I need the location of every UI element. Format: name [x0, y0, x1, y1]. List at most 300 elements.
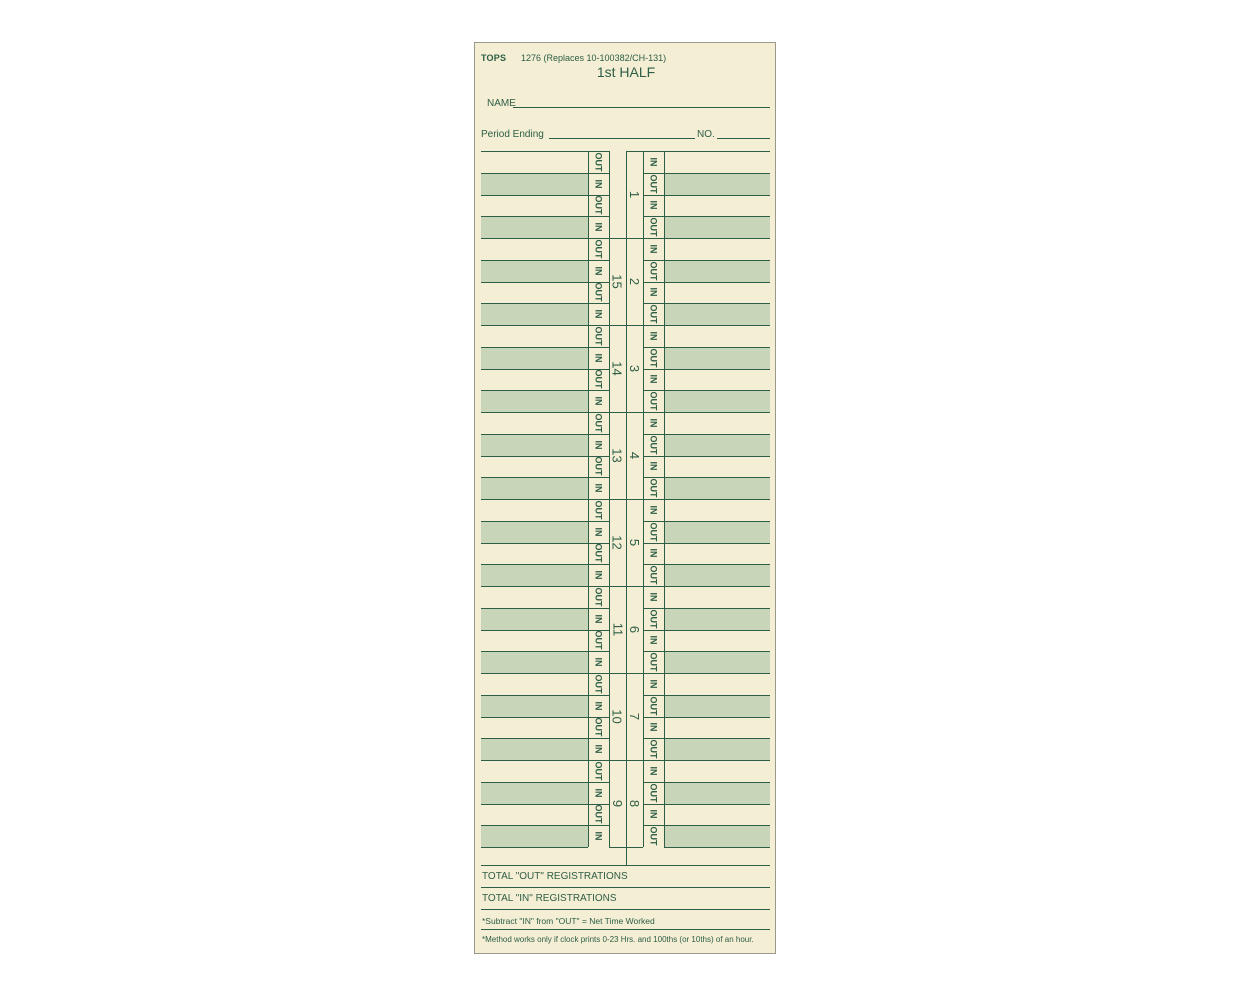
slot-divider — [588, 173, 609, 174]
total-in-label: TOTAL "IN" REGISTRATIONS — [482, 893, 617, 904]
name-label: NAME — [487, 98, 516, 109]
row-divider — [481, 543, 588, 544]
row-divider — [664, 260, 770, 261]
slot-divider — [643, 173, 664, 174]
row-divider — [664, 369, 770, 370]
day-label-7: 7 — [626, 712, 642, 721]
slot-divider — [588, 238, 609, 239]
slot-divider — [643, 760, 664, 761]
left-slot-label: OUT — [593, 543, 604, 563]
right-slot-label: IN — [648, 374, 659, 384]
row-divider — [664, 738, 770, 739]
row-divider — [481, 173, 588, 174]
slot-divider — [588, 347, 609, 348]
slot-divider — [643, 325, 664, 326]
slot-divider — [643, 499, 664, 500]
right-slot-label: OUT — [648, 174, 659, 194]
day-label-2: 2 — [626, 277, 642, 286]
slot-divider — [588, 456, 609, 457]
row-divider — [481, 195, 588, 196]
left-punch-row[interactable] — [481, 347, 588, 369]
left-slot-label: IN — [593, 483, 604, 493]
right-punch-row[interactable] — [664, 456, 770, 478]
left-slot-label: OUT — [593, 369, 604, 389]
day-label-3: 3 — [626, 364, 642, 373]
left-slot-label: OUT — [593, 456, 604, 476]
left-punch-row[interactable] — [481, 369, 588, 391]
slot-divider — [588, 738, 609, 739]
left-slot-label: OUT — [593, 326, 604, 346]
slot-divider — [643, 151, 664, 152]
row-divider — [481, 434, 588, 435]
right-punch-row[interactable] — [664, 325, 770, 347]
left-punch-row[interactable] — [481, 412, 588, 434]
slot-divider — [588, 717, 609, 718]
left-slot-label: OUT — [593, 717, 604, 737]
footer-divider — [481, 887, 770, 888]
day-label-1: 1 — [626, 190, 642, 199]
slot-divider — [643, 717, 664, 718]
day-divider — [609, 760, 626, 761]
left-punch-row[interactable] — [481, 630, 588, 652]
slot-divider — [588, 434, 609, 435]
slot-divider — [588, 282, 609, 283]
left-punch-row[interactable] — [481, 651, 588, 673]
row-divider — [664, 151, 770, 152]
slot-divider — [643, 303, 664, 304]
footer-divider — [481, 929, 770, 930]
right-punch-row[interactable] — [664, 521, 770, 543]
left-punch-row[interactable] — [481, 521, 588, 543]
slot-divider — [588, 303, 609, 304]
left-punch-row[interactable] — [481, 695, 588, 717]
footer-divider — [481, 909, 770, 910]
row-divider — [481, 521, 588, 522]
day-label-13: 13 — [610, 448, 625, 463]
row-divider — [664, 804, 770, 805]
left-punch-row[interactable] — [481, 804, 588, 826]
left-punch-row[interactable] — [481, 282, 588, 304]
row-divider — [481, 303, 588, 304]
period-ending-field[interactable] — [549, 138, 695, 139]
right-slot-label: OUT — [648, 826, 659, 846]
slot-divider — [643, 564, 664, 565]
row-divider — [481, 238, 588, 239]
row-divider — [481, 347, 588, 348]
day-divider — [626, 586, 643, 587]
day-divider — [626, 238, 643, 239]
left-punch-row[interactable] — [481, 608, 588, 630]
right-punch-row[interactable] — [664, 760, 770, 782]
row-divider — [664, 630, 770, 631]
brand-logo: TOPS — [481, 53, 507, 63]
right-punch-row[interactable] — [664, 825, 770, 847]
left-punch-row[interactable] — [481, 434, 588, 456]
right-punch-row[interactable] — [664, 717, 770, 739]
right-punch-row[interactable] — [664, 630, 770, 652]
right-slot-label: OUT — [648, 348, 659, 368]
row-divider — [664, 282, 770, 283]
right-slot-label: IN — [648, 287, 659, 297]
row-divider — [664, 216, 770, 217]
right-slot-label: IN — [648, 722, 659, 732]
right-punch-row[interactable] — [664, 804, 770, 826]
right-slot-label: IN — [648, 679, 659, 689]
row-divider — [664, 673, 770, 674]
row-divider — [664, 303, 770, 304]
column-divider — [626, 847, 627, 865]
day-label-14: 14 — [610, 361, 625, 376]
slot-divider — [588, 586, 609, 587]
right-slot-label: OUT — [648, 391, 659, 411]
day-divider — [609, 673, 626, 674]
slot-divider — [643, 673, 664, 674]
right-punch-row[interactable] — [664, 738, 770, 760]
day-label-11: 11 — [610, 622, 625, 637]
day-label-9: 9 — [609, 799, 625, 808]
left-punch-row[interactable] — [481, 477, 588, 499]
left-slot-label: IN — [593, 527, 604, 537]
row-divider — [664, 477, 770, 478]
right-slot-label: IN — [648, 200, 659, 210]
slot-divider — [588, 760, 609, 761]
right-punch-row[interactable] — [664, 499, 770, 521]
left-slot-label: OUT — [593, 239, 604, 259]
left-slot-label: IN — [593, 396, 604, 406]
slot-divider — [588, 216, 609, 217]
row-divider — [481, 717, 588, 718]
number-field[interactable] — [717, 138, 770, 139]
day-divider — [609, 412, 626, 413]
day-divider — [626, 325, 643, 326]
left-slot-label: OUT — [593, 630, 604, 650]
row-divider — [664, 608, 770, 609]
slot-divider — [643, 651, 664, 652]
left-slot-label: OUT — [593, 152, 604, 172]
slot-divider — [588, 151, 609, 152]
left-slot-label: OUT — [593, 500, 604, 520]
row-divider — [664, 717, 770, 718]
slot-divider — [588, 804, 609, 805]
left-slot-label: OUT — [593, 761, 604, 781]
day-divider — [609, 499, 626, 500]
right-slot-label: OUT — [648, 652, 659, 672]
row-divider — [664, 695, 770, 696]
row-divider — [481, 738, 588, 739]
row-divider — [481, 608, 588, 609]
right-slot-label: OUT — [648, 609, 659, 629]
row-divider — [664, 499, 770, 500]
slot-divider — [588, 630, 609, 631]
row-divider — [481, 499, 588, 500]
day-divider — [609, 238, 626, 239]
note-subtract: *Subtract "IN" from "OUT" = Net Time Worked — [482, 916, 655, 926]
right-slot-label: IN — [648, 461, 659, 471]
left-slot-label: IN — [593, 309, 604, 319]
left-punch-row[interactable] — [481, 782, 588, 804]
left-punch-row[interactable] — [481, 151, 588, 173]
day-label-15: 15 — [610, 274, 625, 289]
slot-divider — [643, 347, 664, 348]
slot-divider — [643, 695, 664, 696]
note-method: *Method works only if clock prints 0-23 Hrs. and 100ths (or 10ths) of an hour. — [482, 935, 754, 944]
right-punch-row[interactable] — [664, 608, 770, 630]
day-divider — [626, 499, 643, 500]
day-divider — [626, 412, 643, 413]
row-divider — [481, 586, 588, 587]
slot-divider — [643, 477, 664, 478]
left-slot-label: IN — [593, 744, 604, 754]
slot-divider — [588, 782, 609, 783]
column-divider — [643, 151, 644, 847]
right-slot-label: OUT — [648, 783, 659, 803]
slot-divider — [588, 543, 609, 544]
day-divider — [626, 760, 643, 761]
right-slot-label: OUT — [648, 217, 659, 237]
left-punch-row[interactable] — [481, 717, 588, 739]
left-slot-label: IN — [593, 831, 604, 841]
right-slot-label: OUT — [648, 739, 659, 759]
left-slot-label: OUT — [593, 587, 604, 607]
slot-divider — [588, 477, 609, 478]
row-divider — [664, 586, 770, 587]
row-divider — [664, 521, 770, 522]
period-ending-label: Period Ending — [481, 129, 544, 140]
row-divider — [481, 477, 588, 478]
footer-divider — [481, 865, 770, 866]
right-punch-row[interactable] — [664, 586, 770, 608]
slot-divider — [588, 412, 609, 413]
day-divider — [626, 673, 643, 674]
left-slot-label: IN — [593, 614, 604, 624]
slot-divider — [643, 804, 664, 805]
right-slot-label: OUT — [648, 522, 659, 542]
row-divider — [481, 564, 588, 565]
left-punch-row[interactable] — [481, 564, 588, 586]
left-slot-label: IN — [593, 657, 604, 667]
row-divider — [664, 782, 770, 783]
day-label-5: 5 — [626, 538, 642, 547]
day-label-10: 10 — [610, 709, 625, 724]
right-slot-label: OUT — [648, 478, 659, 498]
left-slot-label: IN — [593, 701, 604, 711]
row-divider — [664, 390, 770, 391]
left-punch-row[interactable] — [481, 499, 588, 521]
row-divider — [481, 782, 588, 783]
right-punch-row[interactable] — [664, 695, 770, 717]
day-label-12: 12 — [610, 535, 625, 550]
left-punch-row[interactable] — [481, 325, 588, 347]
left-punch-row[interactable] — [481, 456, 588, 478]
slot-divider — [588, 673, 609, 674]
slot-divider — [643, 738, 664, 739]
left-punch-row[interactable] — [481, 238, 588, 260]
right-slot-label: IN — [648, 548, 659, 558]
right-punch-row[interactable] — [664, 412, 770, 434]
right-slot-label: IN — [648, 809, 659, 819]
row-divider — [664, 238, 770, 239]
left-punch-row[interactable] — [481, 673, 588, 695]
right-punch-row[interactable] — [664, 651, 770, 673]
right-slot-label: IN — [648, 331, 659, 341]
right-slot-label: IN — [648, 635, 659, 645]
row-divider — [481, 456, 588, 457]
left-punch-row[interactable] — [481, 173, 588, 195]
slot-divider — [588, 825, 609, 826]
row-divider — [664, 651, 770, 652]
row-divider — [664, 434, 770, 435]
row-divider — [664, 347, 770, 348]
right-punch-row[interactable] — [664, 390, 770, 412]
left-slot-label: IN — [593, 440, 604, 450]
right-punch-row[interactable] — [664, 216, 770, 238]
day-label-6: 6 — [626, 625, 642, 634]
left-slot-label: IN — [593, 222, 604, 232]
row-divider — [481, 847, 588, 848]
slot-divider — [643, 630, 664, 631]
slot-divider — [588, 369, 609, 370]
right-punch-row[interactable] — [664, 173, 770, 195]
slot-divider — [643, 260, 664, 261]
left-slot-label: OUT — [593, 413, 604, 433]
day-divider — [609, 325, 626, 326]
slot-divider — [643, 390, 664, 391]
slot-divider — [643, 369, 664, 370]
right-slot-label: IN — [648, 418, 659, 428]
right-slot-label: OUT — [648, 304, 659, 324]
slot-divider — [588, 195, 609, 196]
slot-divider — [643, 782, 664, 783]
day-label-8: 8 — [626, 799, 642, 808]
left-punch-row[interactable] — [481, 390, 588, 412]
right-slot-label: IN — [648, 592, 659, 602]
row-divider — [664, 760, 770, 761]
row-divider — [481, 369, 588, 370]
row-divider — [664, 825, 770, 826]
right-punch-row[interactable] — [664, 260, 770, 282]
slot-divider — [588, 499, 609, 500]
total-out-label: TOTAL "OUT" REGISTRATIONS — [482, 871, 628, 882]
row-divider — [481, 651, 588, 652]
left-punch-row[interactable] — [481, 260, 588, 282]
left-slot-label: IN — [593, 353, 604, 363]
right-punch-row[interactable] — [664, 782, 770, 804]
right-punch-row[interactable] — [664, 195, 770, 217]
right-slot-label: OUT — [648, 435, 659, 455]
row-divider — [664, 173, 770, 174]
slot-divider — [588, 564, 609, 565]
model-number: 1276 (Replaces 10-100382/CH-131) — [521, 53, 667, 63]
right-slot-label: IN — [648, 244, 659, 254]
left-punch-row[interactable] — [481, 543, 588, 565]
right-punch-row[interactable] — [664, 282, 770, 304]
row-divider — [481, 673, 588, 674]
row-divider — [481, 390, 588, 391]
left-punch-row[interactable] — [481, 216, 588, 238]
right-punch-row[interactable] — [664, 543, 770, 565]
right-punch-row[interactable] — [664, 151, 770, 173]
right-punch-row[interactable] — [664, 303, 770, 325]
slot-divider — [643, 521, 664, 522]
right-punch-row[interactable] — [664, 673, 770, 695]
row-divider — [481, 760, 588, 761]
left-slot-label: OUT — [593, 804, 604, 824]
slot-divider — [588, 608, 609, 609]
row-divider — [664, 412, 770, 413]
row-divider — [664, 847, 770, 848]
time-card — [474, 42, 776, 954]
slot-divider — [588, 651, 609, 652]
right-slot-label: IN — [648, 505, 659, 515]
right-punch-row[interactable] — [664, 238, 770, 260]
slot-divider — [643, 412, 664, 413]
left-punch-row[interactable] — [481, 825, 588, 847]
row-divider — [481, 282, 588, 283]
day-divider — [626, 151, 643, 152]
slot-divider — [643, 282, 664, 283]
left-punch-row[interactable] — [481, 195, 588, 217]
right-punch-row[interactable] — [664, 477, 770, 499]
right-slot-label: OUT — [648, 261, 659, 281]
slot-divider — [643, 195, 664, 196]
left-slot-label: IN — [593, 788, 604, 798]
name-field[interactable] — [513, 107, 770, 108]
left-slot-label: IN — [593, 570, 604, 580]
left-punch-row[interactable] — [481, 738, 588, 760]
column-divider — [664, 151, 665, 847]
row-divider — [664, 564, 770, 565]
day-label-4: 4 — [626, 451, 642, 460]
left-punch-row[interactable] — [481, 586, 588, 608]
row-divider — [481, 412, 588, 413]
left-slot-label: OUT — [593, 195, 604, 215]
slot-divider — [643, 434, 664, 435]
right-slot-label: OUT — [648, 696, 659, 716]
left-punch-row[interactable] — [481, 303, 588, 325]
slot-divider — [643, 216, 664, 217]
slot-divider — [588, 260, 609, 261]
right-punch-row[interactable] — [664, 347, 770, 369]
row-divider — [481, 695, 588, 696]
right-slot-label: IN — [648, 766, 659, 776]
row-divider — [481, 630, 588, 631]
slot-divider — [643, 543, 664, 544]
card-half-title: 1st HALF — [596, 64, 656, 80]
column-divider — [588, 151, 589, 847]
slot-divider — [588, 521, 609, 522]
slot-divider — [588, 325, 609, 326]
left-punch-row[interactable] — [481, 760, 588, 782]
day-divider — [609, 586, 626, 587]
slot-divider — [643, 825, 664, 826]
row-divider — [664, 195, 770, 196]
right-slot-label: IN — [648, 157, 659, 167]
slot-divider — [643, 456, 664, 457]
day-divider — [609, 847, 643, 848]
slot-divider — [588, 390, 609, 391]
row-divider — [664, 325, 770, 326]
right-punch-row[interactable] — [664, 564, 770, 586]
number-label: NO. — [697, 129, 715, 140]
right-punch-row[interactable] — [664, 434, 770, 456]
row-divider — [481, 325, 588, 326]
slot-divider — [588, 695, 609, 696]
row-divider — [481, 216, 588, 217]
right-punch-row[interactable] — [664, 369, 770, 391]
slot-divider — [643, 238, 664, 239]
row-divider — [481, 825, 588, 826]
row-divider — [481, 804, 588, 805]
